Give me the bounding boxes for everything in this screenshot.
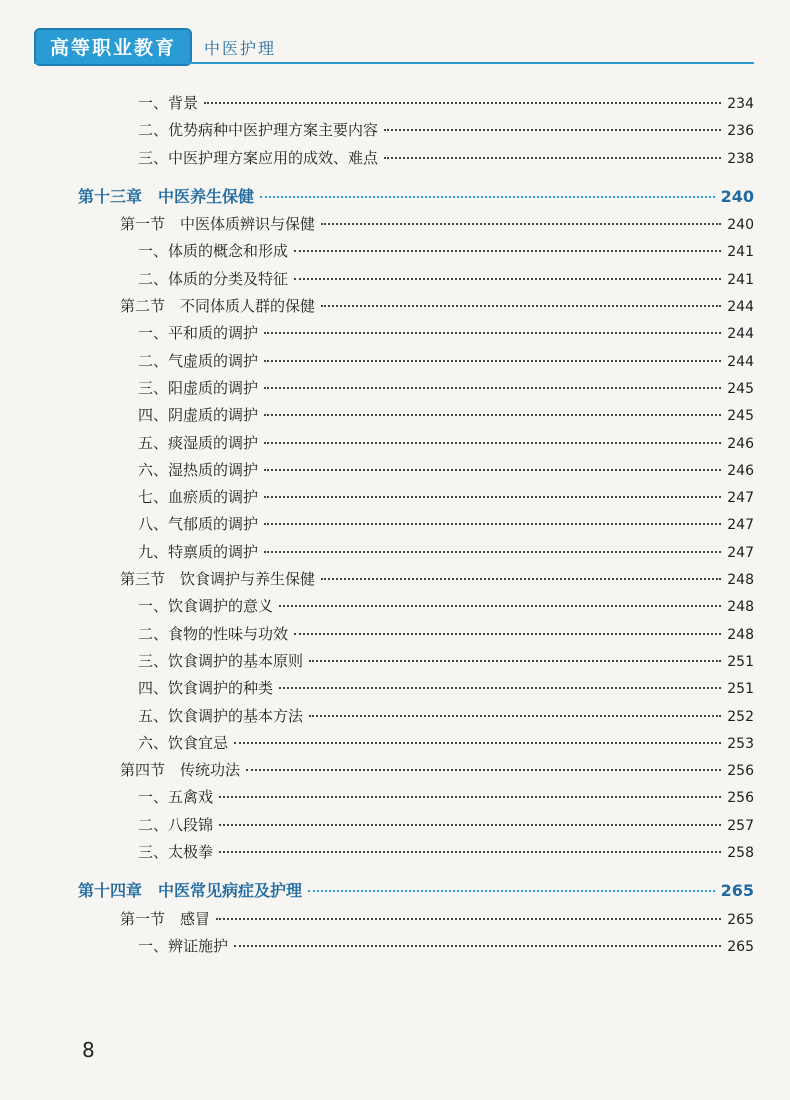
dot-leader bbox=[264, 414, 721, 416]
toc-entry-page: 241 bbox=[727, 271, 754, 288]
book-title: 中医护理 bbox=[204, 38, 277, 58]
dot-leader bbox=[219, 851, 721, 853]
toc-entry-section[interactable] bbox=[78, 295, 754, 322]
toc-entry-title: 七、血瘀质的调护 bbox=[138, 488, 259, 507]
toc-entry-title: 二、体质的分类及特征 bbox=[138, 269, 289, 288]
dot-leader bbox=[264, 469, 721, 471]
toc-entry-item[interactable] bbox=[78, 350, 754, 377]
toc-entry-title: 二、八段锦 bbox=[138, 815, 214, 834]
toc-entry-section[interactable] bbox=[78, 568, 754, 595]
toc-entry-item[interactable] bbox=[78, 432, 754, 459]
toc-entry-title: 二、食物的性味与功效 bbox=[138, 624, 289, 643]
toc-entry-title: 三、中医护理方案应用的成效、难点 bbox=[138, 148, 379, 167]
dot-leader bbox=[264, 523, 721, 525]
toc-entry-title: 三、阳虚质的调护 bbox=[138, 378, 259, 397]
dot-leader bbox=[294, 278, 721, 280]
toc-entry-item[interactable] bbox=[78, 459, 754, 486]
toc-entry-item[interactable] bbox=[78, 486, 754, 513]
toc-entry-title: 九、特禀质的调护 bbox=[138, 542, 259, 561]
toc-entry-item[interactable] bbox=[78, 841, 754, 868]
toc-entry-item[interactable] bbox=[78, 268, 754, 295]
toc-entry-page: 251 bbox=[727, 653, 754, 670]
toc-entry-page: 257 bbox=[727, 817, 754, 834]
toc-entry-page: 265 bbox=[727, 911, 754, 928]
toc-entry-item[interactable] bbox=[78, 595, 754, 622]
toc-entry-section[interactable] bbox=[78, 759, 754, 786]
toc-entry-item[interactable] bbox=[78, 377, 754, 404]
toc-entry-page: 247 bbox=[727, 517, 754, 534]
toc-entry-title: 四、阴虚质的调护 bbox=[138, 406, 259, 425]
toc-entry-title: 第三节 饮食调护与养生保健 bbox=[120, 570, 316, 589]
toc-entry-item[interactable] bbox=[78, 623, 754, 650]
dot-leader bbox=[264, 496, 721, 498]
dot-leader bbox=[264, 442, 721, 444]
dot-leader bbox=[216, 918, 721, 920]
dot-leader bbox=[204, 102, 721, 104]
running-header bbox=[34, 28, 276, 66]
toc-entry-page: 247 bbox=[727, 490, 754, 507]
toc-entry-title: 第一节 感冒 bbox=[120, 909, 211, 928]
dot-leader bbox=[234, 742, 721, 744]
toc-entry-chapter[interactable] bbox=[78, 184, 754, 211]
toc-entry-item[interactable] bbox=[78, 650, 754, 677]
toc-entry-title: 二、气虚质的调护 bbox=[138, 351, 259, 370]
toc-entry-title: 第十三章 中医养生保健 bbox=[78, 186, 255, 206]
toc-entry-page: 265 bbox=[727, 938, 754, 955]
toc-entry-item[interactable] bbox=[78, 119, 754, 146]
toc-entry-title: 一、五禽戏 bbox=[138, 788, 214, 807]
toc-entry-item[interactable] bbox=[78, 541, 754, 568]
toc-entry-title: 二、优势病种中医护理方案主要内容 bbox=[138, 121, 379, 140]
toc-entry-title: 一、背景 bbox=[138, 94, 199, 112]
toc-entry-section[interactable] bbox=[78, 213, 754, 240]
toc-entry-page: 240 bbox=[720, 186, 754, 206]
dot-leader bbox=[264, 332, 721, 334]
toc-entry-item[interactable] bbox=[78, 147, 754, 174]
toc-entry-page: 244 bbox=[727, 326, 754, 343]
toc-entry-page: 248 bbox=[727, 626, 754, 643]
dot-leader bbox=[321, 305, 721, 307]
toc-entry-item[interactable] bbox=[78, 92, 754, 119]
toc-entry-title: 四、饮食调护的种类 bbox=[138, 679, 274, 698]
dot-leader bbox=[321, 578, 721, 580]
dot-leader bbox=[264, 551, 721, 553]
toc-entry-page: 256 bbox=[727, 790, 754, 807]
toc-entry-chapter[interactable] bbox=[78, 878, 754, 905]
toc-entry-page: 238 bbox=[727, 150, 754, 167]
dot-leader bbox=[264, 387, 721, 389]
toc-entry-section[interactable] bbox=[78, 908, 754, 935]
toc-entry-page: 253 bbox=[727, 735, 754, 752]
toc-entry-page: 258 bbox=[727, 845, 754, 862]
table-of-contents bbox=[78, 92, 754, 962]
toc-entry-title: 一、体质的概念和形成 bbox=[138, 242, 289, 261]
toc-entry-title: 八、气郁质的调护 bbox=[138, 515, 259, 534]
toc-entry-page: 234 bbox=[727, 96, 754, 112]
toc-entry-item[interactable] bbox=[78, 404, 754, 431]
dot-leader bbox=[234, 945, 721, 947]
toc-entry-item[interactable] bbox=[78, 814, 754, 841]
toc-entry-page: 236 bbox=[727, 123, 754, 140]
toc-entry-title: 六、饮食宜忌 bbox=[138, 733, 229, 752]
toc-entry-title: 一、辨证施护 bbox=[138, 936, 229, 955]
toc-entry-page: 256 bbox=[727, 763, 754, 780]
toc-entry-title: 三、太极拳 bbox=[138, 843, 214, 862]
dot-leader bbox=[308, 890, 715, 892]
toc-entry-page: 248 bbox=[727, 599, 754, 616]
toc-entry-title: 五、饮食调护的基本方法 bbox=[138, 706, 304, 725]
dot-leader bbox=[321, 223, 721, 225]
toc-entry-title: 一、饮食调护的意义 bbox=[138, 597, 274, 616]
toc-entry-page: 244 bbox=[727, 299, 754, 316]
toc-entry-page: 241 bbox=[727, 244, 754, 261]
dot-leader bbox=[219, 796, 721, 798]
dot-leader bbox=[384, 129, 721, 131]
toc-entry-page: 245 bbox=[727, 380, 754, 397]
dot-leader bbox=[260, 196, 715, 198]
toc-entry-page: 252 bbox=[727, 708, 754, 725]
dot-leader bbox=[279, 687, 721, 689]
toc-entry-title: 第一节 中医体质辨识与保健 bbox=[120, 215, 316, 234]
toc-entry-item[interactable] bbox=[78, 705, 754, 732]
toc-entry-title: 三、饮食调护的基本原则 bbox=[138, 651, 304, 670]
dot-leader bbox=[294, 250, 721, 252]
dot-leader bbox=[264, 360, 721, 362]
toc-entry-item[interactable] bbox=[78, 322, 754, 349]
dot-leader bbox=[279, 605, 721, 607]
toc-entry-title: 第四节 传统功法 bbox=[120, 761, 241, 780]
toc-entry-title: 六、湿热质的调护 bbox=[138, 460, 259, 479]
toc-entry-page: 246 bbox=[727, 462, 754, 479]
toc-entry-page: 251 bbox=[727, 681, 754, 698]
toc-entry-title: 五、痰湿质的调护 bbox=[138, 433, 259, 452]
toc-entry-title: 第十四章 中医常见病症及护理 bbox=[78, 881, 303, 901]
dot-leader bbox=[309, 660, 721, 662]
header-rule bbox=[34, 62, 754, 64]
toc-entry-item[interactable] bbox=[78, 513, 754, 540]
toc-entry-item[interactable] bbox=[78, 786, 754, 813]
toc-entry-item[interactable] bbox=[78, 677, 754, 704]
dot-leader bbox=[384, 157, 721, 159]
toc-entry-item[interactable] bbox=[78, 935, 754, 962]
toc-entry-page: 244 bbox=[727, 353, 754, 370]
toc-entry-page: 245 bbox=[727, 408, 754, 425]
dot-leader bbox=[309, 715, 721, 717]
toc-entry-page: 246 bbox=[727, 435, 754, 452]
toc-entry-page: 248 bbox=[727, 572, 754, 589]
toc-entry-title: 第二节 不同体质人群的保健 bbox=[120, 297, 316, 316]
toc-entry-title: 一、平和质的调护 bbox=[138, 324, 259, 343]
toc-entry-page: 265 bbox=[720, 881, 754, 901]
toc-entry-page: 247 bbox=[727, 544, 754, 561]
page-number: 8 bbox=[82, 1038, 95, 1062]
dot-leader bbox=[294, 633, 721, 635]
toc-entry-item[interactable] bbox=[78, 732, 754, 759]
dot-leader bbox=[246, 769, 721, 771]
toc-entry-item[interactable] bbox=[78, 240, 754, 267]
toc-entry-page: 240 bbox=[727, 217, 754, 234]
dot-leader bbox=[219, 824, 721, 826]
series-badge: 高等职业教育 bbox=[34, 28, 192, 66]
